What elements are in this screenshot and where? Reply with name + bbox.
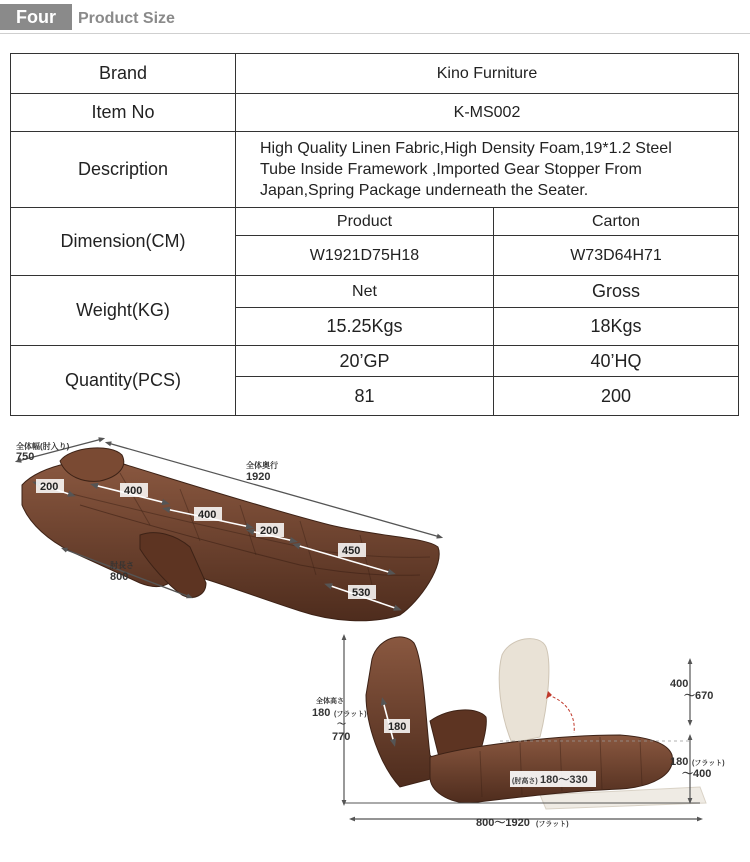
seat-height-flat: (フラット) (692, 760, 725, 767)
product-spec-table (10, 53, 739, 416)
description-value (236, 132, 739, 208)
back-length-value: 180 (388, 721, 407, 733)
overall-height-tilde: 〜 (337, 719, 347, 729)
brand-value: Kino Furniture (236, 54, 739, 94)
segment-400b: 400 (198, 509, 217, 521)
seat-height-value: 180 (670, 756, 689, 768)
dimension-carton-head: Carton (494, 208, 739, 236)
segment-530: 530 (352, 587, 371, 599)
section-header (0, 0, 750, 40)
arm-length-caption: 肘長さ (110, 561, 134, 570)
table-row (11, 94, 739, 132)
back-height-value: 400 (670, 678, 689, 690)
overall-width-value: 750 (16, 451, 35, 463)
dimension-carton-value: W73D64H71 (494, 236, 739, 276)
description-label: Description (11, 132, 236, 208)
table-row (11, 208, 739, 236)
dimension-product-head: Product (236, 208, 494, 236)
weight-net-head: Net (236, 276, 494, 308)
flat-chair-illustration (22, 448, 439, 621)
section-title: Product Size (78, 10, 175, 27)
quantity-label: Quantity(PCS) (11, 346, 236, 416)
overall-height-flat: (フラット) (334, 711, 367, 718)
quantity-20gp-value: 81 (236, 377, 494, 416)
back-height-range: 〜670 (684, 690, 714, 702)
segment-450: 450 (342, 545, 361, 557)
description-line: Tube Inside Framework ,Imported Gear Stopper From (260, 161, 642, 178)
dimension-product-value: W1921D75H18 (236, 236, 494, 276)
overall-height-max: 770 (332, 731, 351, 743)
segment-400a: 400 (124, 485, 143, 497)
description-line: Japan,Spring Package underneath the Seater. (260, 182, 589, 199)
weight-label: Weight(KG) (11, 276, 236, 346)
overall-height-caption: 全体高さ (316, 698, 344, 705)
description-line: High Quality Linen Fabric,High Density Foam,19*1.2 Steel (260, 140, 672, 157)
arm-length-value: 800 (110, 571, 129, 583)
dimension-label: Dimension(CM) (11, 208, 236, 276)
overall-width-caption: 全体幅(肘入り) (16, 442, 70, 451)
segment-200b: 200 (260, 525, 279, 537)
arm-height-range: 180〜330 (540, 774, 588, 786)
table-row (11, 132, 739, 208)
overall-length-value: 1920 (246, 471, 271, 483)
quantity-40hq-head: 40’HQ (494, 346, 739, 377)
table-row (11, 346, 739, 377)
item-no-label: Item No (11, 94, 236, 132)
overall-length-flat: (フラット) (536, 821, 569, 828)
quantity-20gp-head: 20’GP (236, 346, 494, 377)
brand-label: Brand (11, 54, 236, 94)
overall-length-caption: 全体奥行 (246, 461, 278, 470)
weight-gross-value: 18Kgs (494, 308, 739, 346)
overall-length-range: 800〜1920 (476, 817, 530, 829)
quantity-40hq-value: 200 (494, 377, 739, 416)
weight-gross-head: Gross (494, 276, 739, 308)
section-tag: Four (0, 4, 72, 30)
overall-height-value: 180 (312, 707, 331, 719)
weight-net-value: 15.25Kgs (236, 308, 494, 346)
seat-height-range: 〜400 (682, 768, 712, 780)
item-no-value: K-MS002 (236, 94, 739, 132)
arm-height-caption: (肘高さ) (512, 778, 538, 785)
segment-200a: 200 (40, 481, 59, 493)
table-row (11, 54, 739, 94)
dimension-diagram (0, 425, 750, 862)
header-divider (0, 33, 750, 34)
table-row (11, 276, 739, 308)
